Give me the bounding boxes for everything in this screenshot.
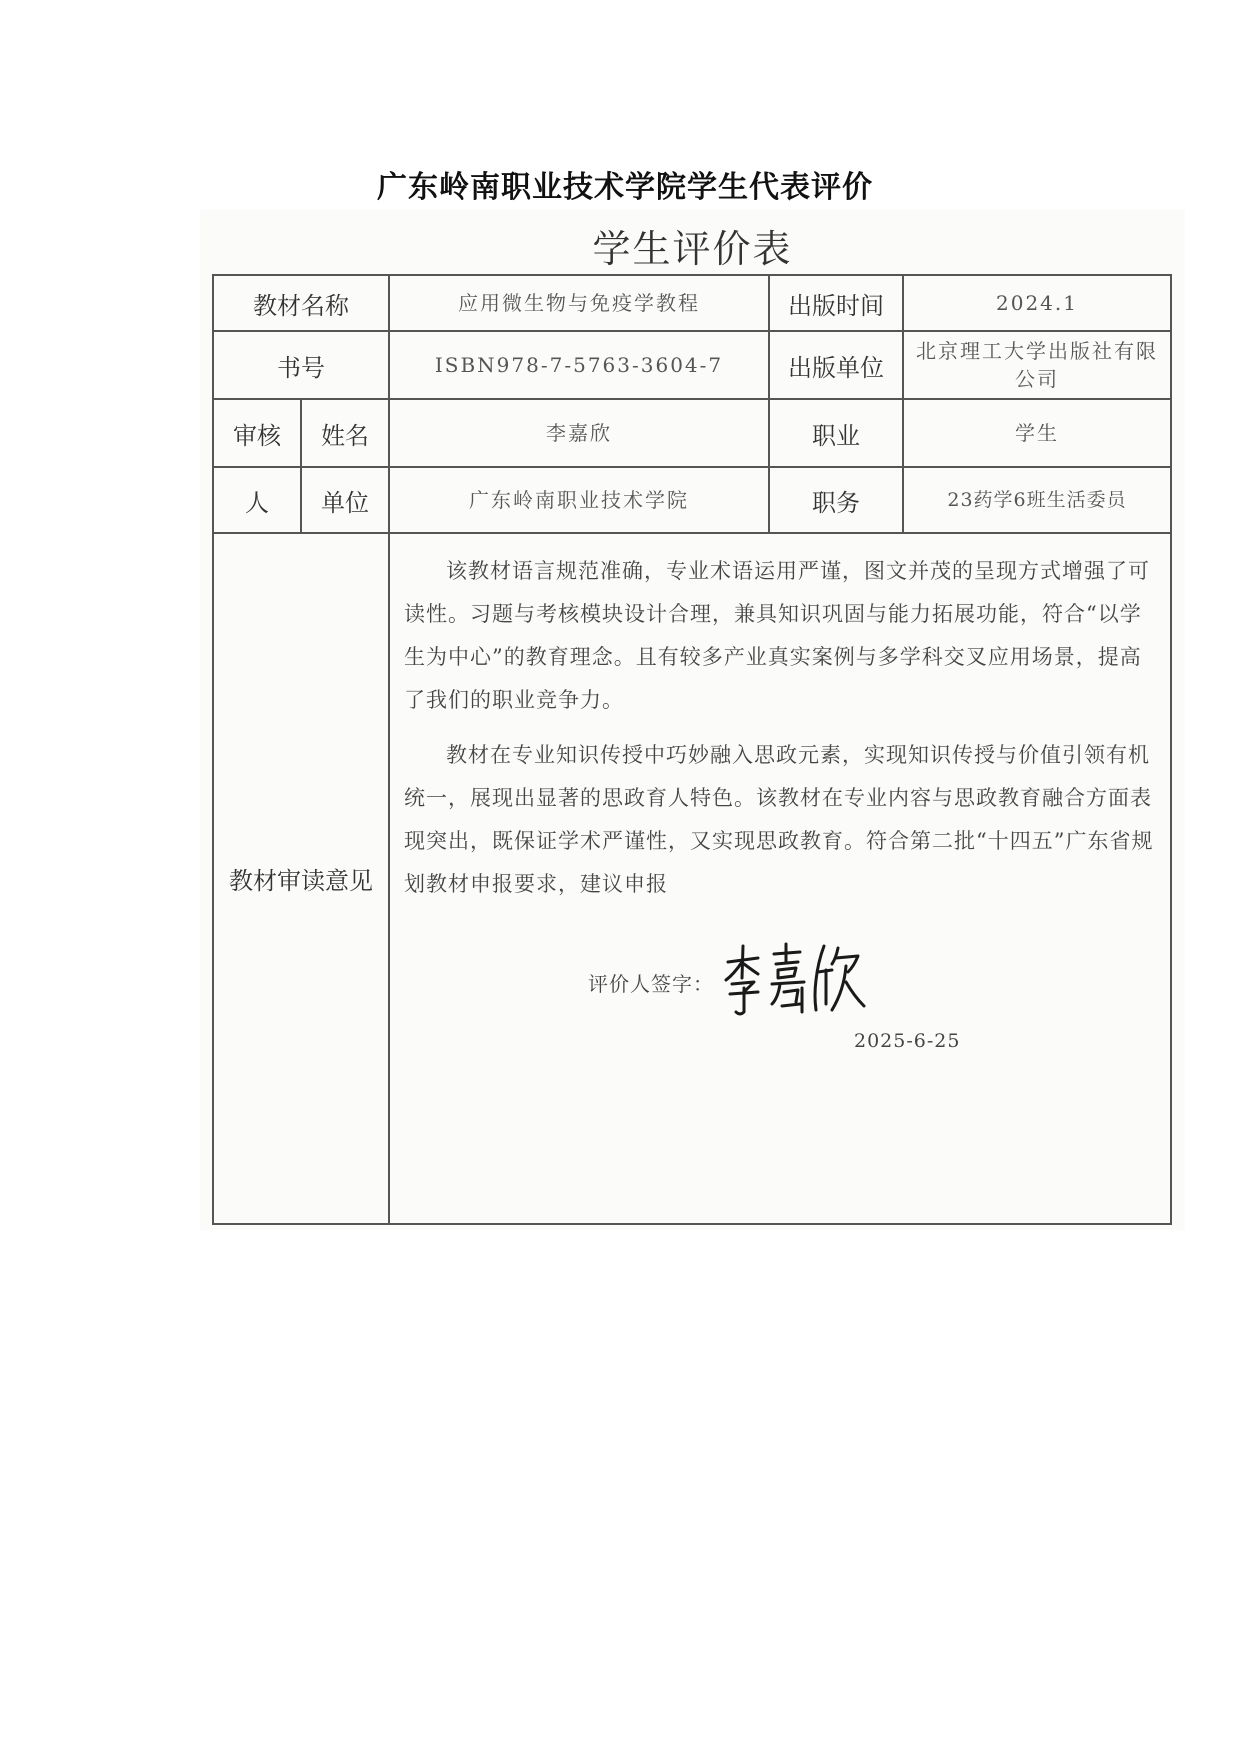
occupation-label: 职业 [769,399,903,467]
evaluation-table [212,274,1172,1225]
table-row [213,467,1171,533]
opinion-label: 教材审读意见 [213,533,389,1224]
signature-date: 2025-6-25 [854,1030,961,1052]
publisher-label: 出版单位 [769,331,903,399]
publisher-value: 北京理工大学出版社有限公司 [903,331,1171,399]
document-title: 广东岭南职业技术学院学生代表评价 [377,170,873,205]
table-row [213,533,1171,1224]
position-label: 职务 [769,467,903,533]
name-label: 姓名 [301,399,389,467]
form-title: 学生评价表 [592,227,793,271]
signature-label: 评价人签字： [588,972,714,996]
handwritten-signature [720,932,870,1022]
occupation-value: 学生 [903,399,1171,467]
table-row [213,399,1171,467]
pub-time-label: 出版时间 [769,275,903,331]
unit-value: 广东岭南职业技术学院 [389,467,769,533]
reviewer-label-top: 审核 [213,399,301,467]
isbn-label: 书号 [213,331,389,399]
name-value: 李嘉欣 [389,399,769,467]
opinion-paragraph-1: 该教材语言规范准确，专业术语运用严谨，图文并茂的呈现方式增强了可读性。习题与考核模块设计合理，兼具知识巩固与能力拓展功能，符合“以学生为中心”的教育理念。且有较多产业真实案例与多学科交叉应用场景，提高了我们的职业竞争力。 [404,559,1150,712]
unit-label: 单位 [301,467,389,533]
opinion-paragraph-2: 教材在专业知识传授中巧妙融入思政元素，实现知识传授与价值引领有机统一，展现出显著的思政育人特色。该教材在专业内容与思政教育融合方面表现突出，既保证学术严谨性，又实现思政教育。符合第二批“十四五”广东省规划教材申报要求，建议申报 [404,743,1154,896]
opinion-cell [389,533,1171,1224]
textbook-name-value: 应用微生物与免疫学教程 [389,275,769,331]
isbn-value: ISBN978-7-5763-3604-7 [389,331,769,399]
reviewer-label-bottom: 人 [213,467,301,533]
textbook-name-label: 教材名称 [213,275,389,331]
position-value: 23药学6班生活委员 [903,467,1171,533]
table-row [213,331,1171,399]
table-row [213,275,1171,331]
pub-time-value: 2024.1 [903,275,1171,331]
